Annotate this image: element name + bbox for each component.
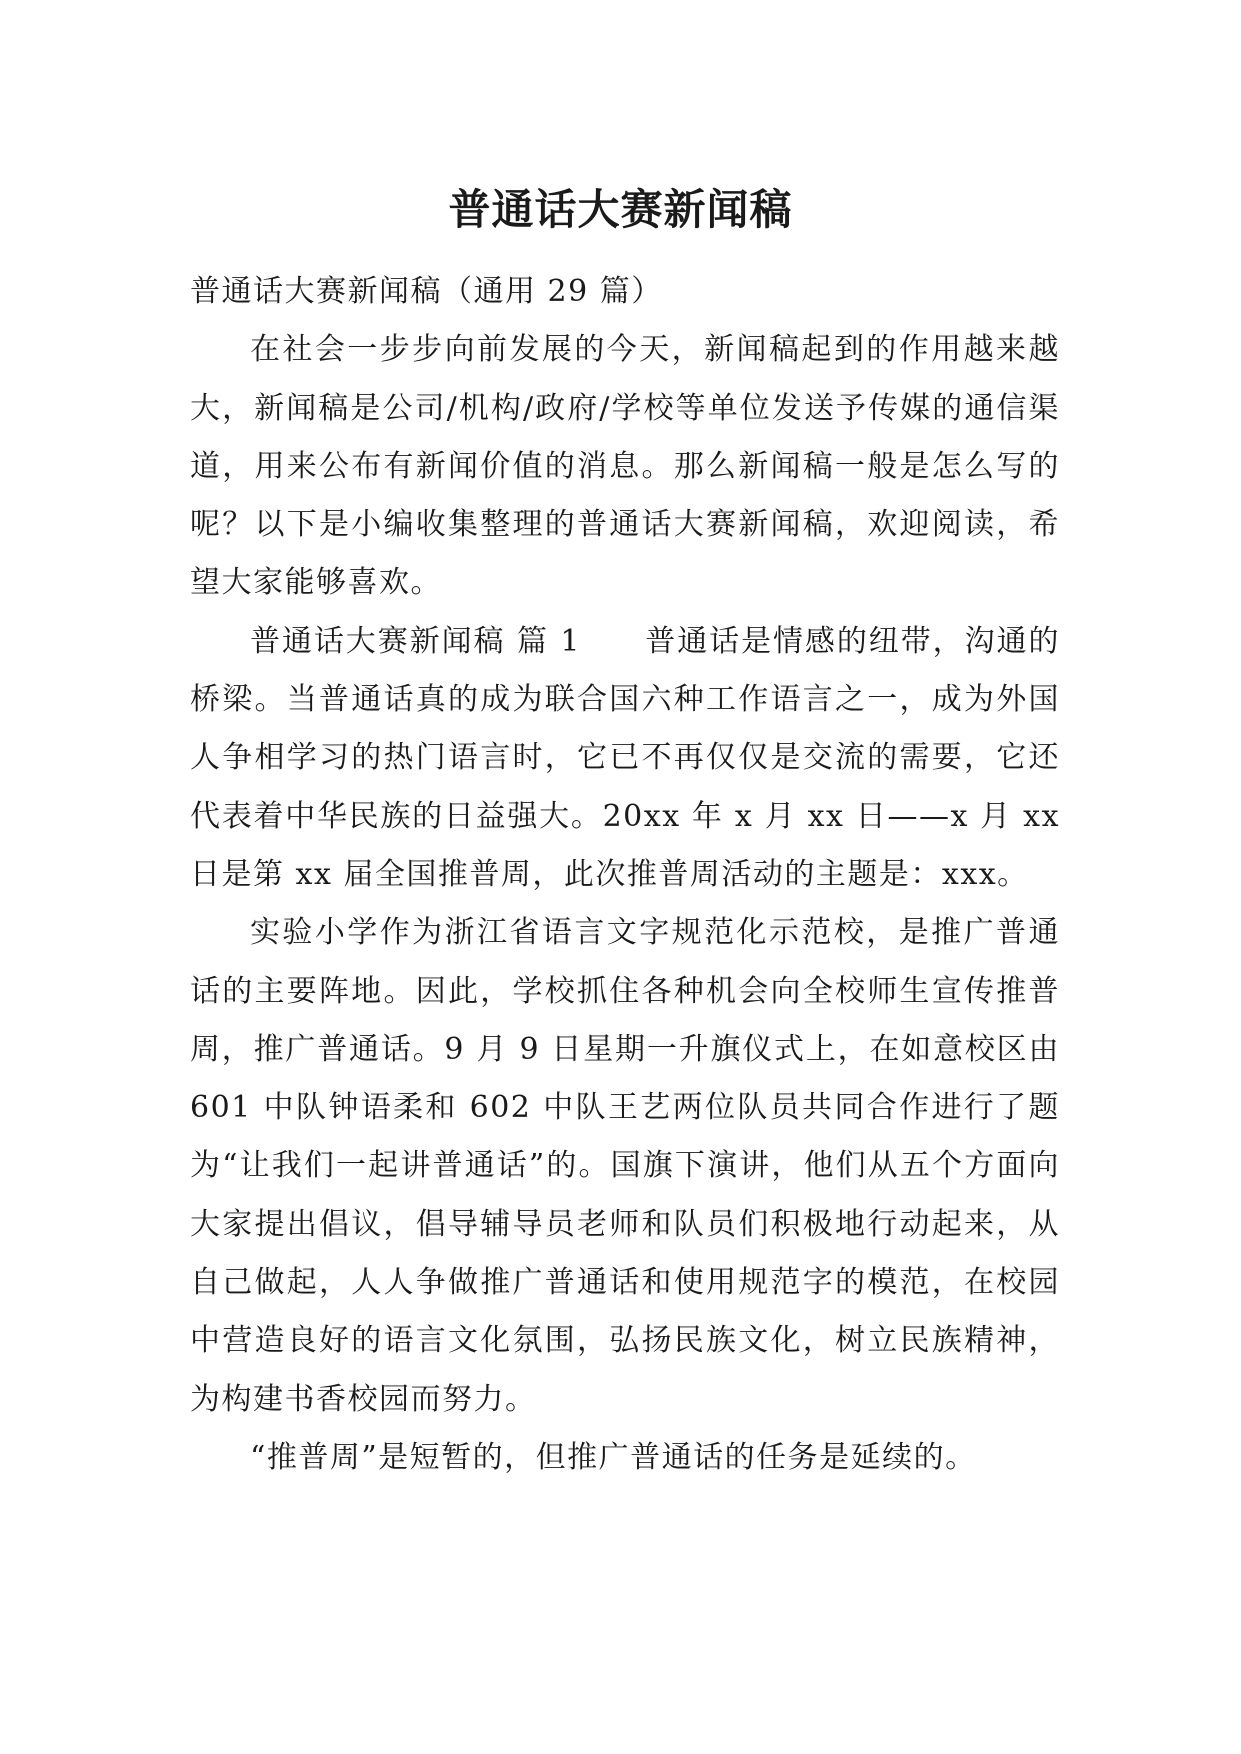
document-title: 普通话大赛新闻稿	[448, 185, 793, 235]
paragraph-closing: “推普周”是短暂的，但推广普通话的任务是延续的。	[250, 1439, 977, 1475]
paragraph-school: 实验小学作为浙江省语言文字规范化示范校，是推广普通话的主要阵地。因此，学校抓住各种机会向全校师生宣传推普周，推广普通话。9 月 9 日星期一升旗仪式上，在如意校区由 601 中队钟语柔和 602 中队王艺两位队员共同合作进行了题为“让我们一起讲普通话”的。国旗下演讲，他们从五个方面向大家提出倡议，倡导辅导员老师和队员们积极地行动起来，从自己做起，人人争做推广普通话和使用规范字的模范，在校园中营造良好的语言文化氛围，弘扬民族文化，树立民族精神，为构建书香校园而努力。	[190, 915, 1060, 1417]
paragraph-intro: 在社会一步步向前发展的今天，新闻稿起到的作用越来越大，新闻稿是公司/机构/政府/学校等单位发送予传媒的通信渠道，用来公布有新闻价值的消息。那么新闻稿一般是怎么写的呢？以下是小编收集整理的普通话大赛新闻稿，欢迎阅读，希望大家能够喜欢。	[190, 332, 1060, 601]
paragraph-article-1: 普通话大赛新闻稿 篇 1 普通话是情感的纽带，沟通的桥梁。当普通话真的成为联合国六种工作语言之一，成为外国人争相学习的热门语言时，它已不再仅仅是交流的需要，它还代表着中华民族的日益强大。20xx 年 x 月 xx 日——x 月 xx 日是第 xx 届全国推普周，此次推普周活动的主题是：xxx。	[190, 623, 1060, 892]
document-body	[190, 263, 1060, 1487]
document-subtitle: 普通话大赛新闻稿（通用 29 篇）	[190, 274, 663, 309]
